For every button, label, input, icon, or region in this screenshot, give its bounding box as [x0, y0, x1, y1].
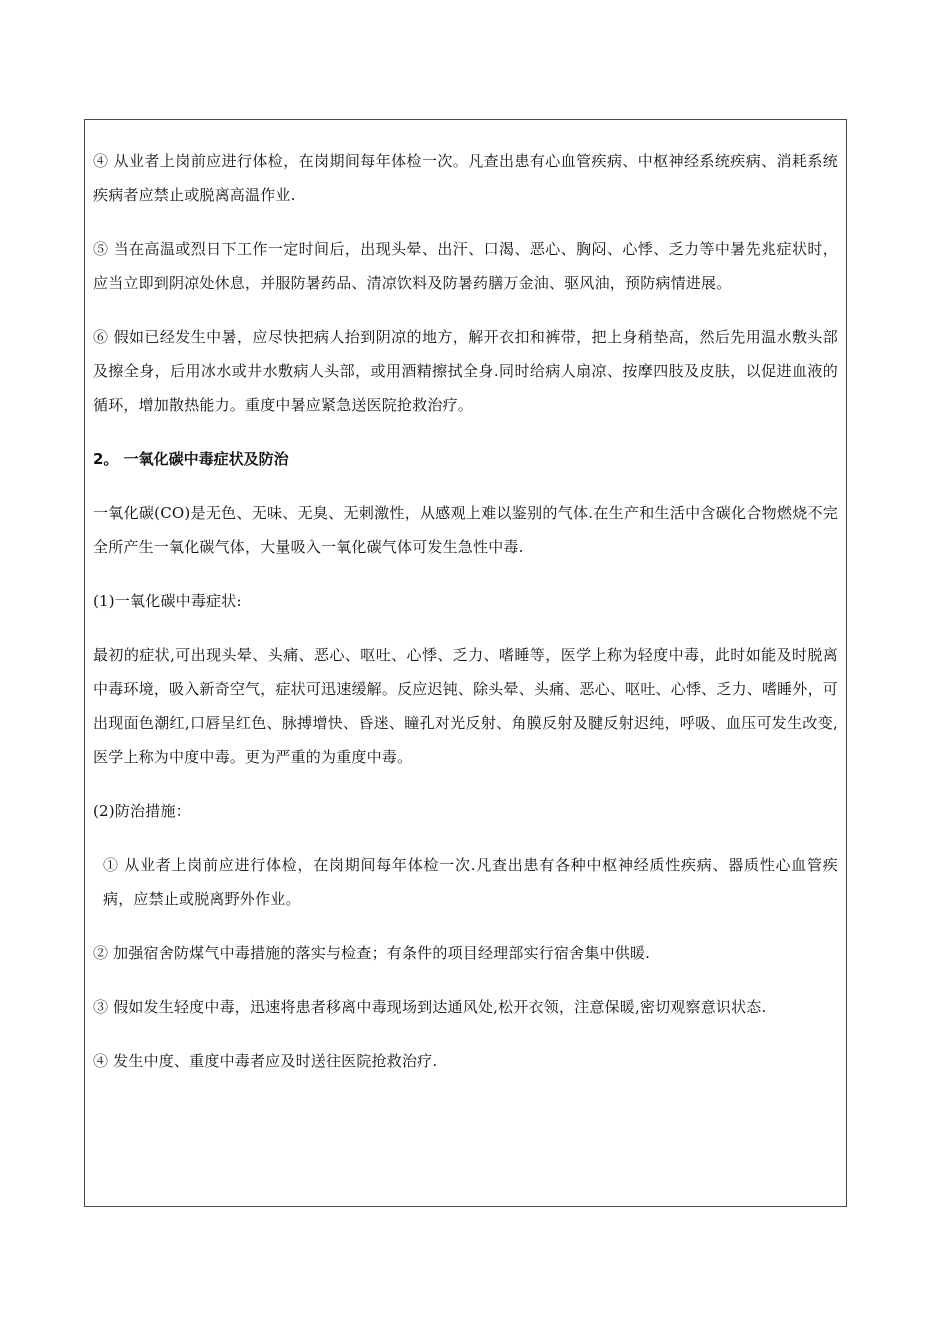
document-content	[93, 144, 838, 1098]
subheading-co-symptoms: (1)一氧化碳中毒症状:	[93, 592, 242, 610]
paragraph-prevention-4: ④ 发生中度、重度中毒者应及时送往医院抢救治疗.	[93, 1052, 438, 1070]
paragraph-prevention-2: ② 加强宿舍防煤气中毒措施的落实与检查；有条件的项目经理部实行宿舍集中供暖.	[93, 944, 651, 962]
paragraph-prevention-1: ① 从业者上岗前应进行体检，在岗期间每年体检一次.凡查出患有各种中枢神经质性疾病、器质性心血管疾病，应禁止或脱离野外作业。	[103, 856, 838, 908]
paragraph-co-symptom-detail: 最初的症状,可出现头晕、头痛、恶心、呕吐、心悸、乏力、嗜睡等，医学上称为轻度中毒，此时如能及时脱离中毒环境，吸入新奇空气，症状可迅速缓解。反应迟钝、除头晕、头痛、恶心、呕吐、心悸、乏力、嗜睡外，可出现面色潮红,口唇呈红色、脉搏增快、昏迷、瞳孔对光反射、角膜反射及腱反射迟纯，呼吸、血压可发生改变,医学上称为中度中毒。更为严重的为重度中毒。	[93, 646, 838, 766]
paragraph-prevention-3: ③ 假如发生轻度中毒，迅速将患者移离中毒现场到达通风处,松开衣领，注意保暖,密切观察意识状态.	[93, 998, 767, 1016]
paragraph-5-heat-symptoms: ⑤ 当在高温或烈日下工作一定时间后，出现头晕、出汗、口渴、恶心、胸闷、心悸、乏力等中暑先兆症状时，应当立即到阴凉处休息，并服防暑药品、清凉饮料及防暑药膳万金油、驱风油，预防病情进展。	[93, 240, 838, 292]
subheading-prevention: (2)防治措施：	[93, 802, 191, 820]
paragraph-4-heat-checkup: ④ 从业者上岗前应进行体检，在岗期间每年体检一次。凡查出患有心血管疾病、中枢神经系统疾病、消耗系统疾病者应禁止或脱离高温作业.	[93, 152, 838, 204]
document-frame	[84, 119, 847, 1207]
section-heading-co-poisoning: 2。 一氧化碳中毒症状及防治	[93, 450, 289, 468]
paragraph-co-intro: 一氧化碳(CO)是无色、无味、无臭、无刺激性，从感观上难以鉴别的气体.在生产和生活中含碳化合物燃烧不完全所产生一氧化碳气体，大量吸入一氧化碳气体可发生急性中毒.	[93, 504, 838, 556]
paragraph-6-heatstroke-treatment: ⑥ 假如已经发生中暑，应尽快把病人抬到阴凉的地方，解开衣扣和裤带，把上身稍垫高，然后先用温水敷头部及擦全身，后用冰水或井水敷病人头部，或用酒精擦拭全身.同时给病人扇凉、按摩四肢及皮肤，以促进血液的循环，增加散热能力。重度中暑应紧急送医院抢救治疗。	[93, 328, 838, 414]
